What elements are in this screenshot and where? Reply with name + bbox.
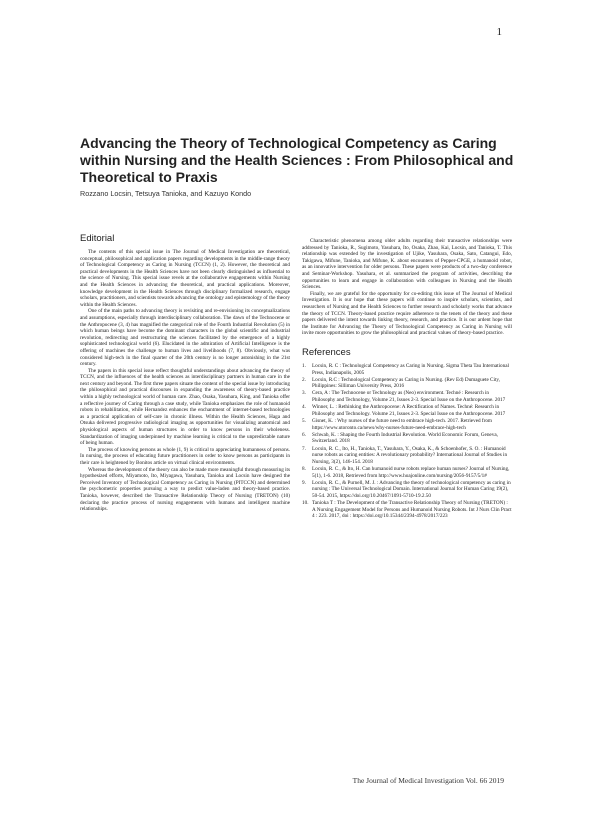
reference-number: 10. — [302, 500, 309, 507]
reference-text: Locsin, R. C : Technological Competency as Caring in Nursing. Sigma Theta Tau International Press, Indianapolis, 2005 — [312, 362, 509, 376]
page-number: 1 — [496, 26, 502, 38]
left-column — [80, 232, 290, 513]
reference-text: Tanioka T : The Development of the Transactive Relationship Theory of Nursing (TRETON) : A Nursing Engagement Model for Persons and Humanoid Nursing Robots. Int J Nurs Clin Pract 4 : 223. 2017, doi : https://doi.org/10.15344/2394-4978/2017/223 — [312, 500, 512, 520]
reference-item — [302, 377, 512, 390]
reference-number: 5. — [302, 418, 306, 425]
reference-item — [302, 500, 512, 520]
reference-text: Schwab, K. : Shaping the Fourth Industrial Revolution. World Economic Forum, Geneva, Switzerland. 2018 — [312, 431, 498, 445]
journal-footer: The Journal of Medical Investigation Vol. 66 2019 — [352, 776, 504, 785]
references-heading: References — [302, 346, 351, 358]
reference-number: 2. — [302, 376, 306, 383]
reference-text: Gisnet, K. : Why nurses of the future need to embrace high-tech. 2017. Retrieved from https://www.utoronto.ca/news/why-nurses-future-need-embrace-high-tech — [312, 418, 492, 431]
reference-text: Winner, L. : Rethinking the Anthropocene: A Rectification of Names. Techné: Research in Philosophy and Technology. Volume 21, Issues 2-3. Special Issue on the Anthropocene. 2017 — [312, 404, 506, 417]
reference-text: Cera, A : The Technocene or Technology as (Neo) environment. Techné : Research in Philosophy and Technology, Volume 21, Issues 2-3. Special Issue on the Anthropocene. 2017 — [312, 390, 506, 404]
reference-item — [302, 480, 512, 500]
reference-item — [302, 432, 512, 445]
editorial-paragraph-6: Characteristic phenomena among older adults regarding their transactive relationships were addressed by Tanioka, R., Sugimoto, Yasuhara, Ito, Osaka, Zhao, Kai, Locsin, and Tanioka, T. This relationship was extended by the investigation of Ujike, Yasuhara, Osaka, Sato, Catangui, Edo, Takigawa, Mifune, Tanioka, and Mifune, K. about encounters of Pepper-CPGE, a humanoid robot, as an innovative intervention for older persons. These papers were products of a two-day conference and Seminar-Workshop. Yasuhara, et al. summarized the program of activities, describing the opportunities to learn and engage in collaboration with colleagues in Nursing and the Health Sciences. — [302, 238, 512, 291]
author-list: Rozzano Locsin, Tetsuya Tanioka, and Kazuyo Kondo — [80, 189, 252, 198]
reference-text: Locsin, R. C., & Purnell, M. J. : Advancing the theory of technological competency as caring in nursing : The Universal Technological Domain. International Journal for Human Caring 19(2), 50-54. 2015, https://doi.org/10.20467/1091-5710-19.2.50 — [312, 479, 511, 499]
editorial-paragraph-7: Finally, we are grateful for the opportunity for co-editing this issue of The Journal of Medical Investigation. It is our hope that these papers will continue to inspire scholars, scientists, and researchers of Nursing and the Health Sciences to further research and scholarly works that advance the theory of TCCN. Theory-based practice require adherence to the tenets of the theory and these papers delivered the intent towards linking theory, research, and practice. It is our ardent hope that the Institute for Advancing the Theory of Technological Competency as Caring in Nursing will invite more opportunities to grow the philosophical and practical values of theory-based practice. — [302, 290, 512, 337]
reference-number: 7. — [302, 445, 306, 452]
reference-item — [302, 390, 512, 403]
article-title: Advancing the Theory of Technological Competency as Caring within Nursing and the Health Sciences : From Philosophical and Theoretical to Praxis — [80, 135, 514, 185]
reference-number: 6. — [302, 431, 306, 438]
reference-item — [302, 363, 512, 376]
editorial-paragraph-5: Whereas the development of the theory can also be made more meaningful through measuring its hypothesized efforts, Miyamoto, Ito, Miyagawa, Yasuhara, Tanioka and Locsin have designed the Perceived Inventory of Technological Competency as Caring in Nursing (PITCCN) and determined the psychometric properties pursuing a way to predict value-laden and theory-based practice. Tanioka, however, described the Transactive Relationship Theory of Nursing (TRETON) (10) declaring the practice process of nursing engagements with humans and intelligent machine relationships. — [80, 466, 290, 513]
reference-item — [302, 446, 512, 466]
reference-item — [302, 404, 512, 417]
editorial-heading: Editorial — [80, 233, 115, 244]
reference-number: 8. — [302, 465, 306, 472]
reference-number: 9. — [302, 479, 306, 486]
reference-list — [302, 363, 512, 520]
reference-text: Locsin, R.C : Technological Competency as Caring in Nursing. (Rev Ed) Dumaguete City, Philippines: Silliman University Press, 2016 — [312, 376, 500, 390]
reference-item — [302, 418, 512, 431]
reference-text: Locsin, R. C., & Ito, H. Can humanoid nurse robots replace human nurses? Journal of Nursing, 5(1), 1-6. 2018, Retrieved from http://www.hoajonline.com/nursing/2056-9157/5/1# — [312, 465, 510, 479]
reference-text: Locsin, R. C., Ito, H., Tanioka, T., Yasuhara, Y., Osaka, K., & Schoenhofer, S. O. : Humanoid nurse robots as caring entities: A revolutionary probability? International Journal of Studies in Nursing, 3(2), 146-154. 2018 — [312, 445, 508, 465]
reference-number: 1. — [302, 362, 306, 369]
reference-item — [302, 466, 512, 479]
reference-number: 3. — [302, 390, 306, 397]
editorial-paragraph-3: The papers in this special issue reflect thoughtful understandings about advancing the theory of TCCN, and the influences of the health sciences as interdisciplinary partners in human care in the next century and beyond. The first three papers situate the content of the special issue by introducing the philosophical and practical discourses in expanding the awareness of theory-based practice within a highly technological world of human care. Zhao, Osaka, Yasuhara, King, and Tanioka offer a reflective journey of Caring through a case study, while Tanioka emphasizes the role of humanoid robots in rehabilitation, while Hernandez enhances the enchantment of internet-based technologies as a practical application of self-care in chronic illness. Within the Health Sciences, Haga and Otsuka delivered progressive radiological imaging as opportunities for visualizing anatomical and physiological aspects of human structures in order to know persons in their wholeness. Standardization of imaging underpinned by machine learning is critical to the unpredictable nature of being human. — [80, 367, 290, 447]
editorial-paragraph-1: The contents of this special issue in The Journal of Medical Investigation are theoretical, conceptual, philosophical and application papers regarding developments in the middle-range theory of Technological Competency as Caring in Nursing (TCCN) (1, 2). However, the theoretical and practical developments in the Health Sciences have not been clearly distinguished as influential to the science of Nursing. This special issue revels at the collaborative engagements within Nursing and the Health Sciences in advancing the theoretical, and practical applications. Moreover, knowledge development in the Health Sciences through disciplinary formalized research, engage scholars, practitioners, and scientists towards advancing the ontology and epistemology of the theory within the Health Sciences. — [80, 249, 290, 308]
right-column — [302, 238, 512, 521]
reference-number: 4. — [302, 404, 306, 411]
editorial-paragraph-4: The process of knowing persons as whole (1, 9) is critical to appreciating humanness of persons. In nursing, the process of educating future practitioners in order to know persons as participants in their care is heightened by Bonitos article on virtual clinical environments. — [80, 446, 290, 466]
editorial-paragraph-2: One of the main paths to advancing theory is revisiting and re-envisioning its conceptualizations and assumptions, especially through interdisciplinary collaboration. The dawn of the Technocene or the Anthropocene (3, 4) has magnified the categorical role of the Fourth Industrial Revolution (5) in which human beings have become the dominant characters in the global scientific and industrial revolution, redirecting and restructuring the sciences facilitated by the emergence of a highly sophisticated technological world (6). Elucidated in the admiration of Artificial Intelligence is the offering of machines the challenge to human lives and livelihoods (7, 8). Obviously, what was considered high-tech in the final quarter of the 20th century is no longer astonishing in the 21st century. — [80, 308, 290, 368]
